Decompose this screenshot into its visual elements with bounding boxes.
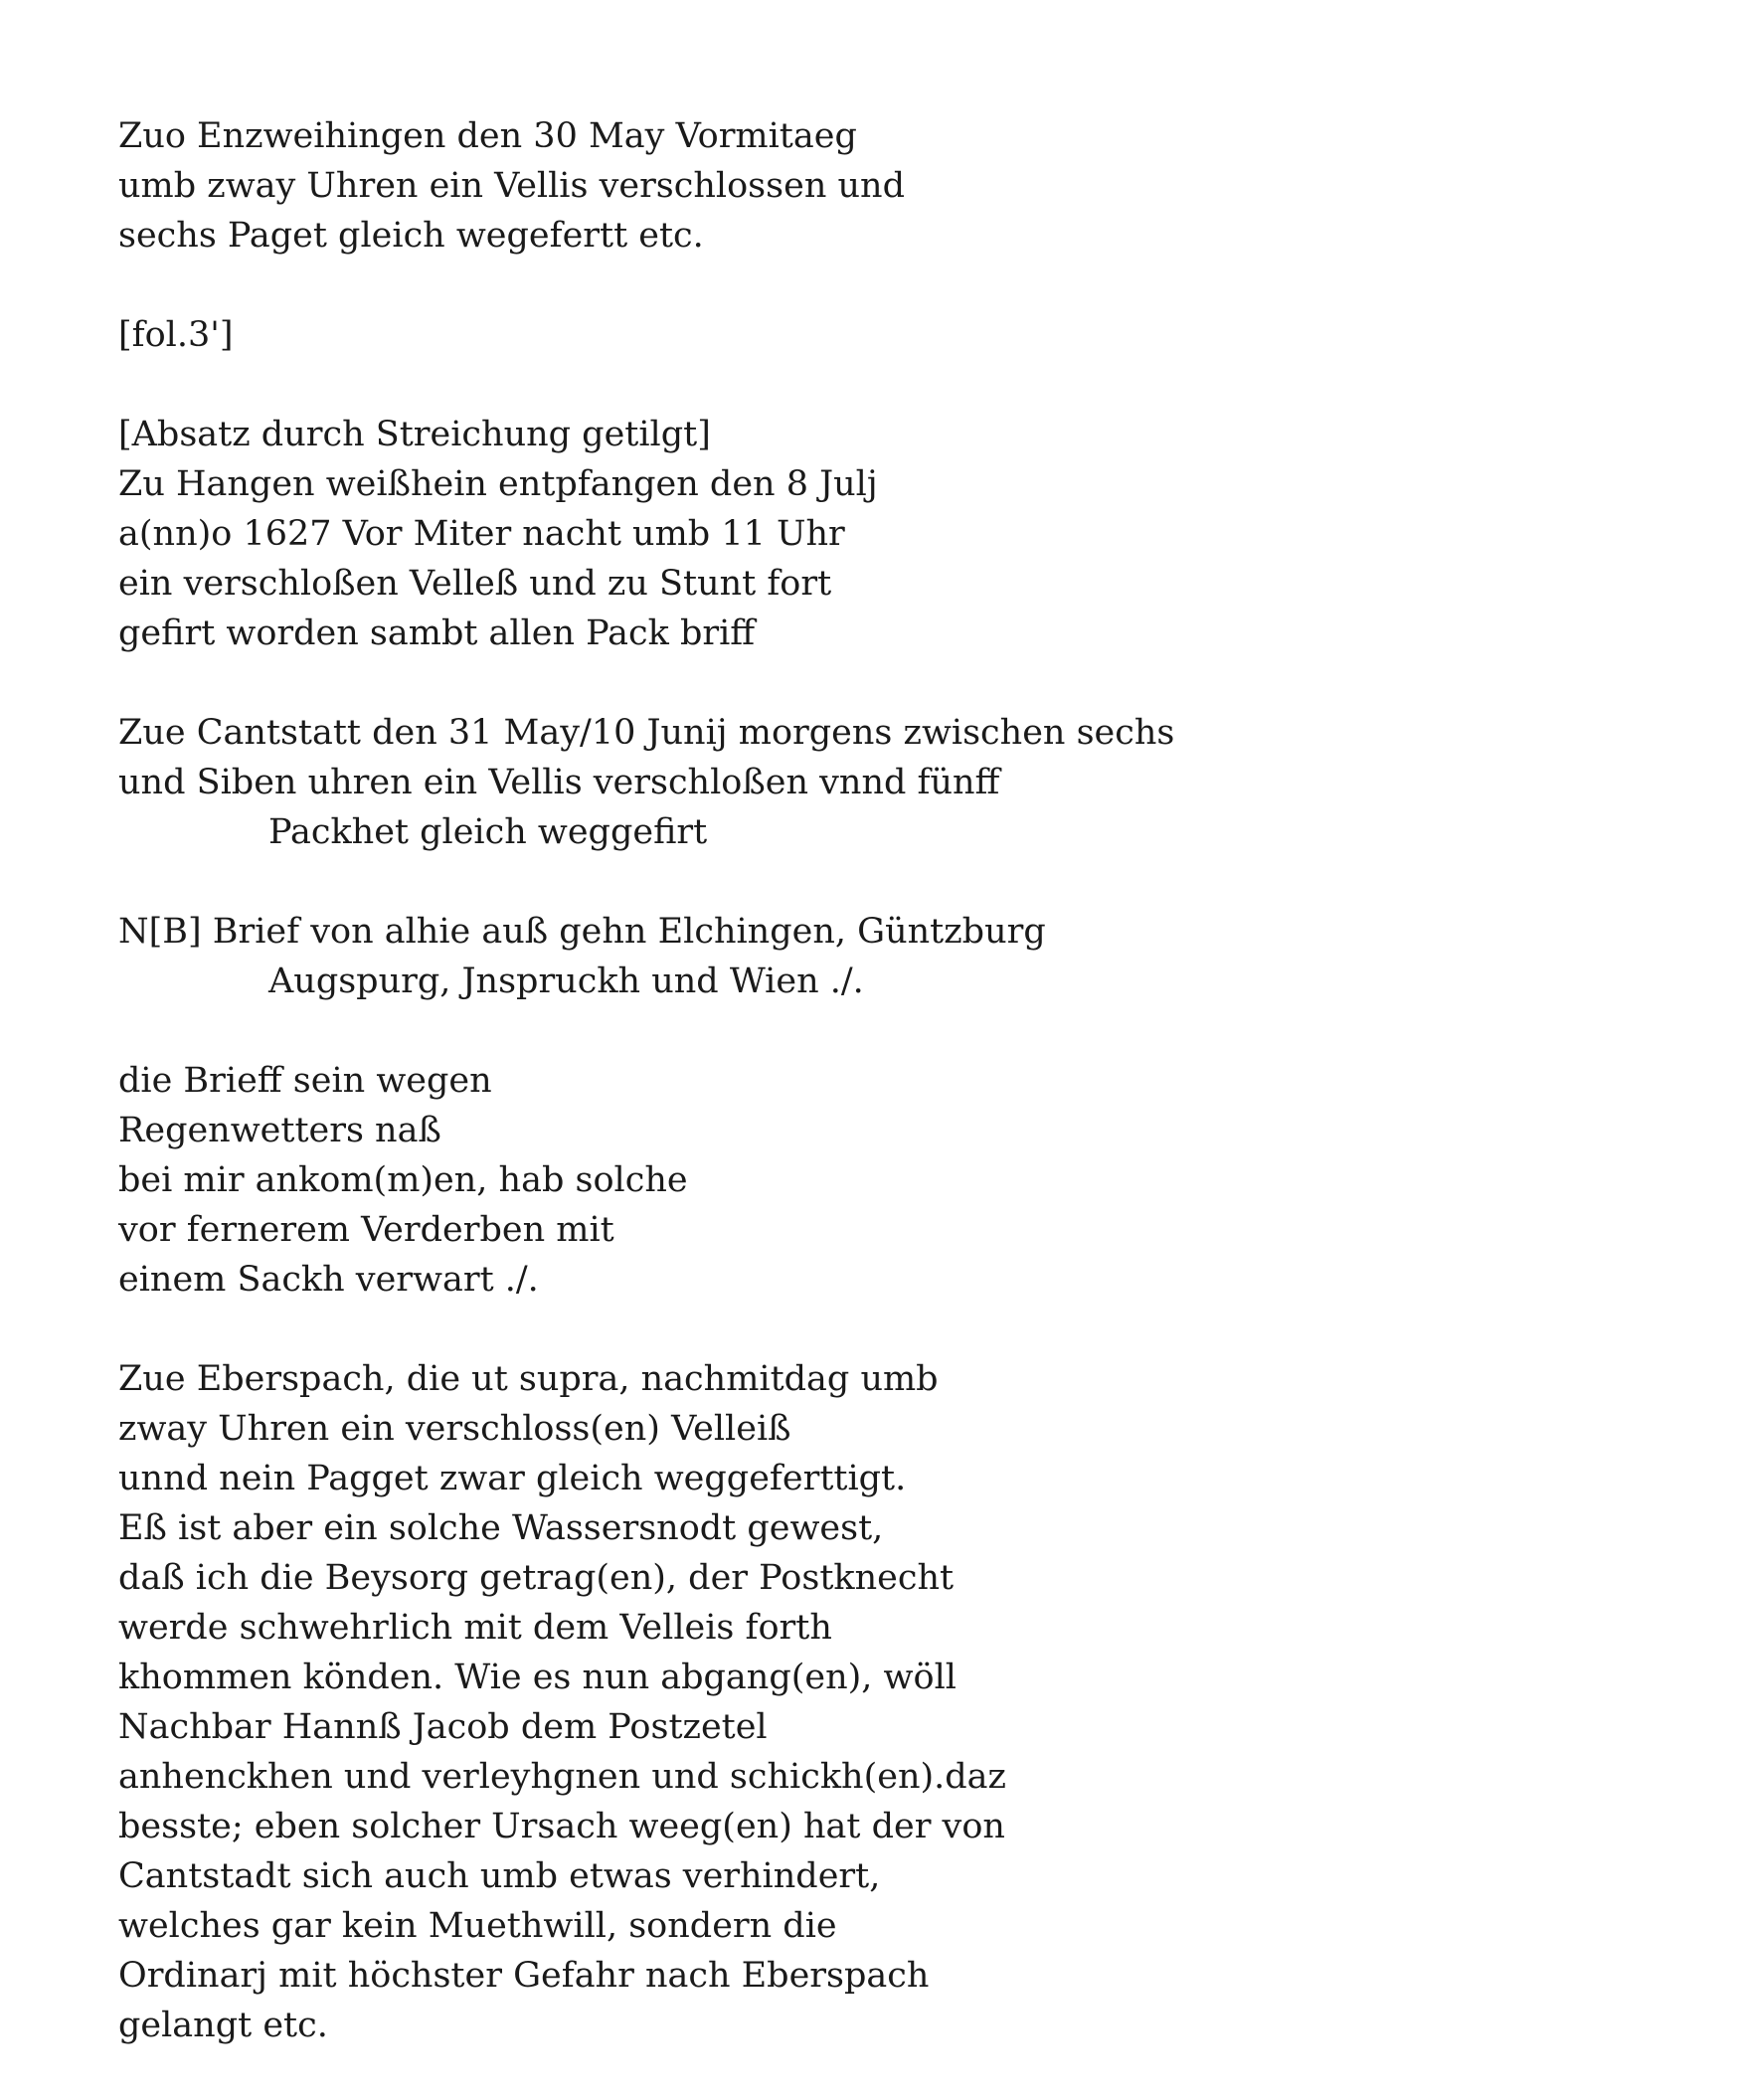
text-line: zway Uhren ein verschloss(en) Velleiß: [118, 1409, 791, 1449]
paragraph: [118, 907, 1669, 1006]
text-line: welches gar kein Muethwill, sondern die: [118, 1906, 837, 1946]
paragraph: [118, 410, 1669, 658]
text-line: gelangt etc.: [118, 2006, 328, 2045]
text-line: a(nn)o 1627 Vor Miter nacht umb 11 Uhr: [118, 514, 845, 554]
text-line: Regenwetters naß: [118, 1111, 441, 1150]
paragraph: [118, 310, 1669, 360]
text-line: Packhet gleich weggefirt: [268, 812, 708, 852]
text-line: khommen könden. Wie es nun abgang(en), wöll: [118, 1658, 956, 1697]
text-line: werde schwehrlich mit dem Velleis forth: [118, 1608, 832, 1648]
paragraph: [118, 1056, 1669, 1305]
transcription-document: [118, 111, 1669, 2100]
text-line: N[B] Brief von alhie auß gehn Elchingen, Güntzburg: [118, 912, 1046, 952]
text-line: [fol.3']: [118, 315, 234, 355]
text-line: [Absatz durch Streichung getilgt]: [118, 415, 711, 454]
text-line: Zuo Enzweihingen den 30 May Vormitaeg: [118, 116, 857, 156]
text-line: Nachbar Hannß Jacob dem Postzetel: [118, 1707, 768, 1747]
text-line: Augspurg, Jnspruckh und Wien ./.: [268, 962, 864, 1001]
text-line: Zu Hangen weißhein entpfangen den 8 Julj: [118, 464, 878, 504]
text-line: die Brieff sein wegen: [118, 1061, 492, 1101]
text-line: besste; eben solcher Ursach weeg(en) hat der von: [118, 1807, 1005, 1846]
paragraph: [118, 111, 1669, 261]
paragraph: [118, 708, 1669, 857]
text-line: vor fernerem Verderben mit: [118, 1210, 614, 1250]
text-line: Ordinarj mit höchster Gefahr nach Eberspach: [118, 1956, 930, 1996]
text-line: daß ich die Beysorg getrag(en), der Postknecht: [118, 1558, 955, 1598]
text-line: ein verschloßen Velleß und zu Stunt fort: [118, 564, 832, 604]
text-line: anhenckhen und verleyhgnen und schickh(en).daz: [118, 1757, 1006, 1797]
text-line: bei mir ankom(m)en, hab solche: [118, 1160, 688, 1200]
text-line: sechs Paget gleich wegefertt etc.: [118, 216, 704, 256]
text-line: umb zway Uhren ein Vellis verschlossen und: [118, 166, 905, 206]
text-line: Cantstadt sich auch umb etwas verhindert,: [118, 1856, 881, 1896]
text-line: und Siben uhren ein Vellis verschloßen vnnd fünff: [118, 763, 1000, 802]
text-line: Eß ist aber ein solche Wassersnodt gewest,: [118, 1508, 884, 1548]
text-line: Zue Eberspach, die ut supra, nachmitdag umb: [118, 1359, 939, 1399]
text-line: einem Sackh verwart ./.: [118, 1260, 539, 1300]
text-line: Zue Cantstatt den 31 May/10 Junij morgens zwischen sechs: [118, 713, 1175, 753]
paragraph: [118, 1354, 1669, 2050]
text-line: unnd nein Pagget zwar gleich weggeferttigt.: [118, 1459, 907, 1498]
text-line: gefirt worden sambt allen Pack briff: [118, 613, 756, 653]
